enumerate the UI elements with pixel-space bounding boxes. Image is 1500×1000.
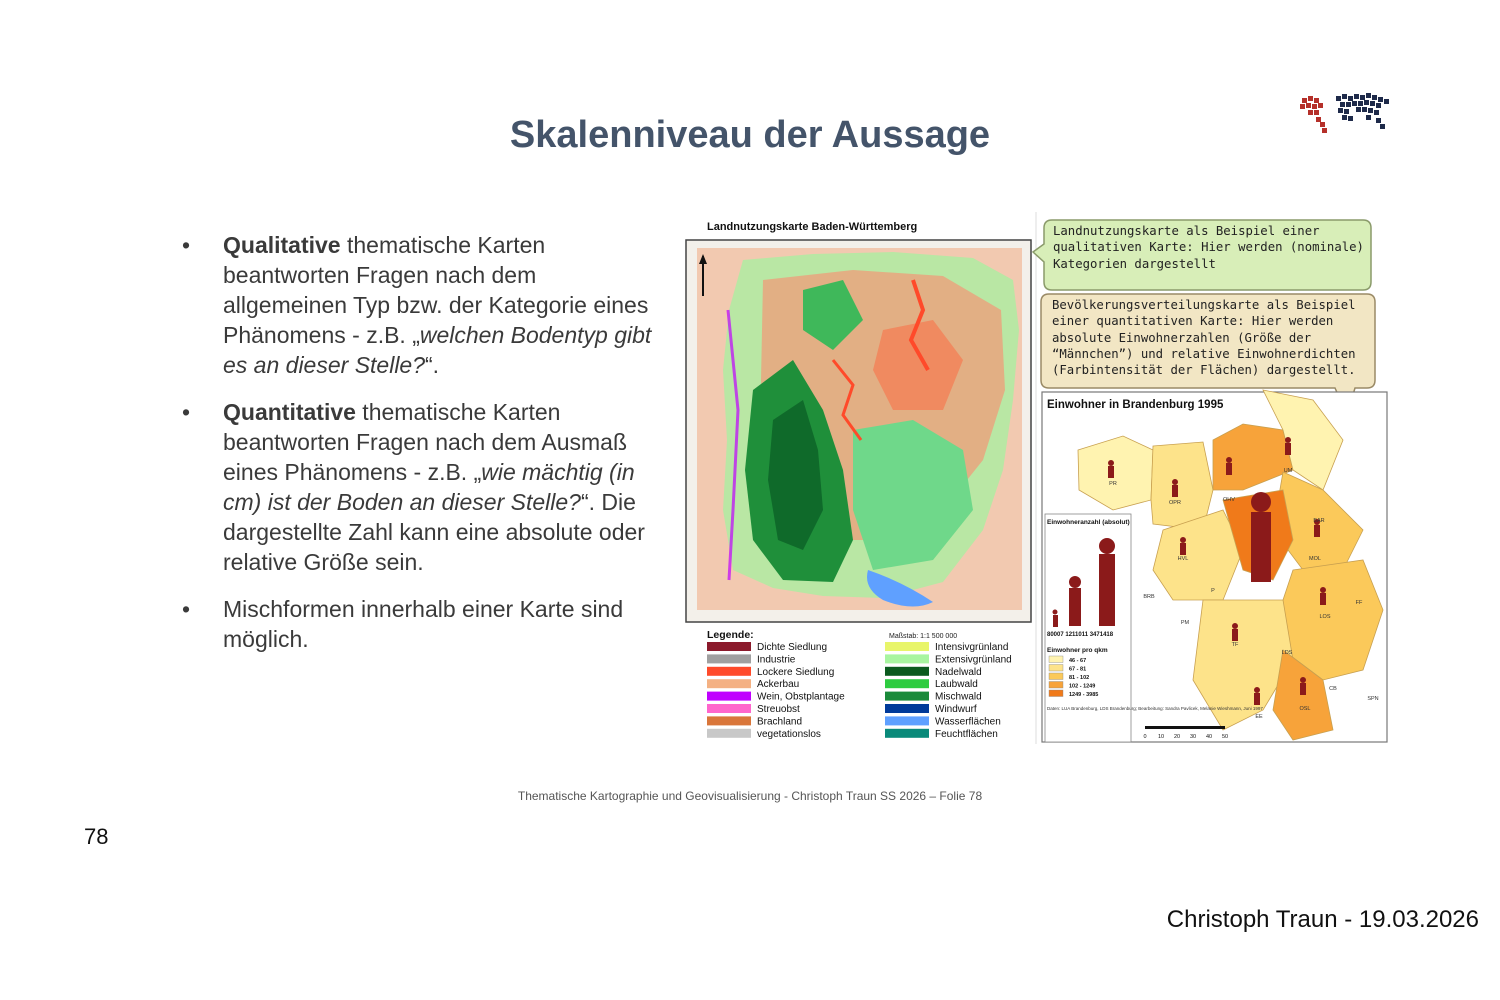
legend-label: Dichte Siedlung	[757, 642, 828, 653]
district-label: CB	[1329, 686, 1337, 692]
legend-label: Intensivgrünland	[935, 642, 1009, 653]
density-label: 67 - 81	[1069, 666, 1087, 673]
density-label: 1249 - 3985	[1069, 692, 1099, 698]
bullet-qualitative	[182, 230, 652, 380]
slide-footer: Thematische Kartographie und Geovisualisierung - Christoph Traun SS 2026 – Folie 78	[517, 789, 983, 803]
bullet-bold: Qualitative	[223, 232, 341, 258]
district-label: UM	[1283, 468, 1293, 474]
density-legend-title: Einwohner pro qkm	[1047, 647, 1108, 654]
legend-swatch	[707, 692, 751, 701]
abs-legend-values: 80007 1211011 3471418	[1047, 632, 1114, 638]
legend-scale: Maßstab: 1:1 500 000	[889, 633, 958, 640]
legend-swatch	[885, 642, 929, 651]
bullet-bold: Quantitative	[223, 399, 356, 425]
legend-swatch	[885, 704, 929, 713]
legend-label: Wein, Obstplantage	[757, 691, 845, 703]
bullet-list	[182, 230, 652, 671]
page-number: 78	[84, 824, 109, 849]
legend-swatch	[885, 667, 929, 676]
legend-swatch	[885, 654, 929, 663]
district-label: SPN	[1367, 696, 1379, 702]
scale-label: 40	[1205, 734, 1213, 740]
scale-label: 0	[1143, 734, 1147, 740]
legend-label: vegetationslos	[757, 728, 821, 740]
legend-label: Mischwald	[935, 691, 982, 703]
legend-swatch	[707, 667, 751, 676]
bullet-text-end: “.	[425, 352, 440, 378]
bullet-italic: wie mächtig (in cm) ist der Boden an dieser Stelle?	[223, 459, 635, 515]
district-label: PR	[1109, 481, 1117, 487]
legend-swatch	[885, 716, 929, 725]
density-label: 102 - 1249	[1069, 683, 1096, 690]
legend-label: Windwurf	[935, 704, 977, 715]
district-label: OPR	[1169, 500, 1181, 506]
left-map-legend	[707, 629, 1012, 740]
bullet-marker: •	[182, 232, 191, 258]
bullet-text-end: “. Die dargestellte Zahl kann eine absolute oder relative Größe sein.	[223, 489, 645, 575]
legend-swatch	[885, 729, 929, 738]
legend-label: Streuobst	[757, 704, 800, 715]
slide-title: Skalenniveau der Aussage	[509, 114, 991, 156]
scale-label: 10	[1157, 734, 1165, 740]
district-label: OSL	[1299, 706, 1311, 712]
legend-title: Legende:	[707, 629, 754, 641]
scale-label: 50	[1221, 734, 1229, 740]
legend-label: Lockere Siedlung	[757, 666, 835, 678]
density-swatch	[1049, 656, 1063, 663]
district-label: P	[1211, 588, 1215, 594]
legend-label: Industrie	[757, 654, 796, 666]
callout-qualitative-text: Landnutzungskarte als Beispiel einer qualitativen Karte: Hier werden (nominale) Kategorien dargestellt	[1053, 224, 1364, 271]
left-map-title: Landnutzungskarte Baden-Württemberg	[707, 221, 918, 233]
callout-quantitative-text: Bevölkerungsverteilungskarte als Beispiel einer quantitativen Karte: Hier werden absolute Einwohnerzahlen (Größe der “Männchen”) und relative Einwohnerdichten (Farbintensität der Flächen) dargestellt.	[1052, 298, 1356, 378]
legend-label: Wasserflächen	[935, 716, 1001, 728]
district-label: BAR	[1313, 518, 1325, 524]
density-label: 81 - 102	[1069, 675, 1090, 681]
district-label: LOS	[1319, 614, 1331, 620]
legend-label: Nadelwald	[935, 666, 982, 678]
bullet-text: Mischformen innerhalb einer Karte sind möglich.	[223, 596, 624, 652]
density-swatch	[1049, 682, 1063, 689]
legend-swatch	[707, 642, 751, 651]
world-map-logo-icon	[1296, 90, 1396, 140]
abs-legend-title: Einwohneranzahl (absolut)	[1047, 519, 1130, 526]
density-label: 46 - 67	[1069, 658, 1087, 664]
bullet-quantitative	[182, 397, 652, 577]
legend-swatch	[885, 679, 929, 688]
district-label: FF	[1355, 600, 1363, 606]
legend-swatch	[885, 692, 929, 701]
bullet-text: thematische Karten beantworten Fragen nach dem Ausmaß eines Phänomens - z.B. „	[223, 399, 628, 485]
legend-swatch	[707, 679, 751, 688]
bullet-marker: •	[182, 399, 191, 425]
legend-swatch	[707, 716, 751, 725]
density-swatch	[1049, 665, 1063, 672]
density-swatch	[1049, 690, 1063, 697]
bullet-marker: •	[182, 596, 191, 622]
legend-swatch	[707, 704, 751, 713]
bullet-text: thematische Karten beantworten Fragen nach dem allgemeinen Typ bzw. der Kategorie eines Phänomens - z.B. „	[223, 232, 649, 348]
legend-label: Extensivgrünland	[935, 654, 1012, 666]
district-label: EE	[1255, 714, 1263, 720]
district-label: BRB	[1143, 594, 1155, 600]
map-credits: Daten: LUA Brandenburg, LDS Brandenburg; Bearbeitung: Sandra Pavlicek, Melanie Wieshmann, Juni 1997	[1047, 706, 1263, 711]
bullet-italic: welchen Bodentyp gibt es an dieser Stelle?	[223, 322, 652, 378]
legend-swatch	[707, 654, 751, 663]
district-label: OHV	[1223, 497, 1235, 503]
map-figure-graphic	[683, 210, 1391, 746]
district-label: HVL	[1177, 556, 1189, 562]
author-date: Christoph Traun - 19.03.2026	[1166, 906, 1479, 933]
district-label: TF	[1231, 642, 1239, 648]
right-map-title: Einwohner in Brandenburg 1995	[1047, 399, 1224, 411]
density-swatch	[1049, 673, 1063, 680]
district-label: PM	[1180, 620, 1190, 626]
legend-label: Laubwald	[935, 679, 978, 691]
scale-label: 20	[1173, 734, 1181, 740]
district-label: MOL	[1309, 556, 1321, 562]
legend-label: Brachland	[757, 716, 803, 728]
legend-swatch	[707, 729, 751, 738]
bullet-mischformen	[182, 594, 652, 654]
scale-label: 30	[1189, 734, 1197, 740]
legend-label: Feuchtflächen	[935, 728, 998, 740]
district-label: LDS	[1281, 650, 1293, 656]
map-figure	[683, 210, 1391, 746]
left-map-frame	[686, 240, 1031, 622]
legend-label: Ackerbau	[757, 679, 800, 691]
